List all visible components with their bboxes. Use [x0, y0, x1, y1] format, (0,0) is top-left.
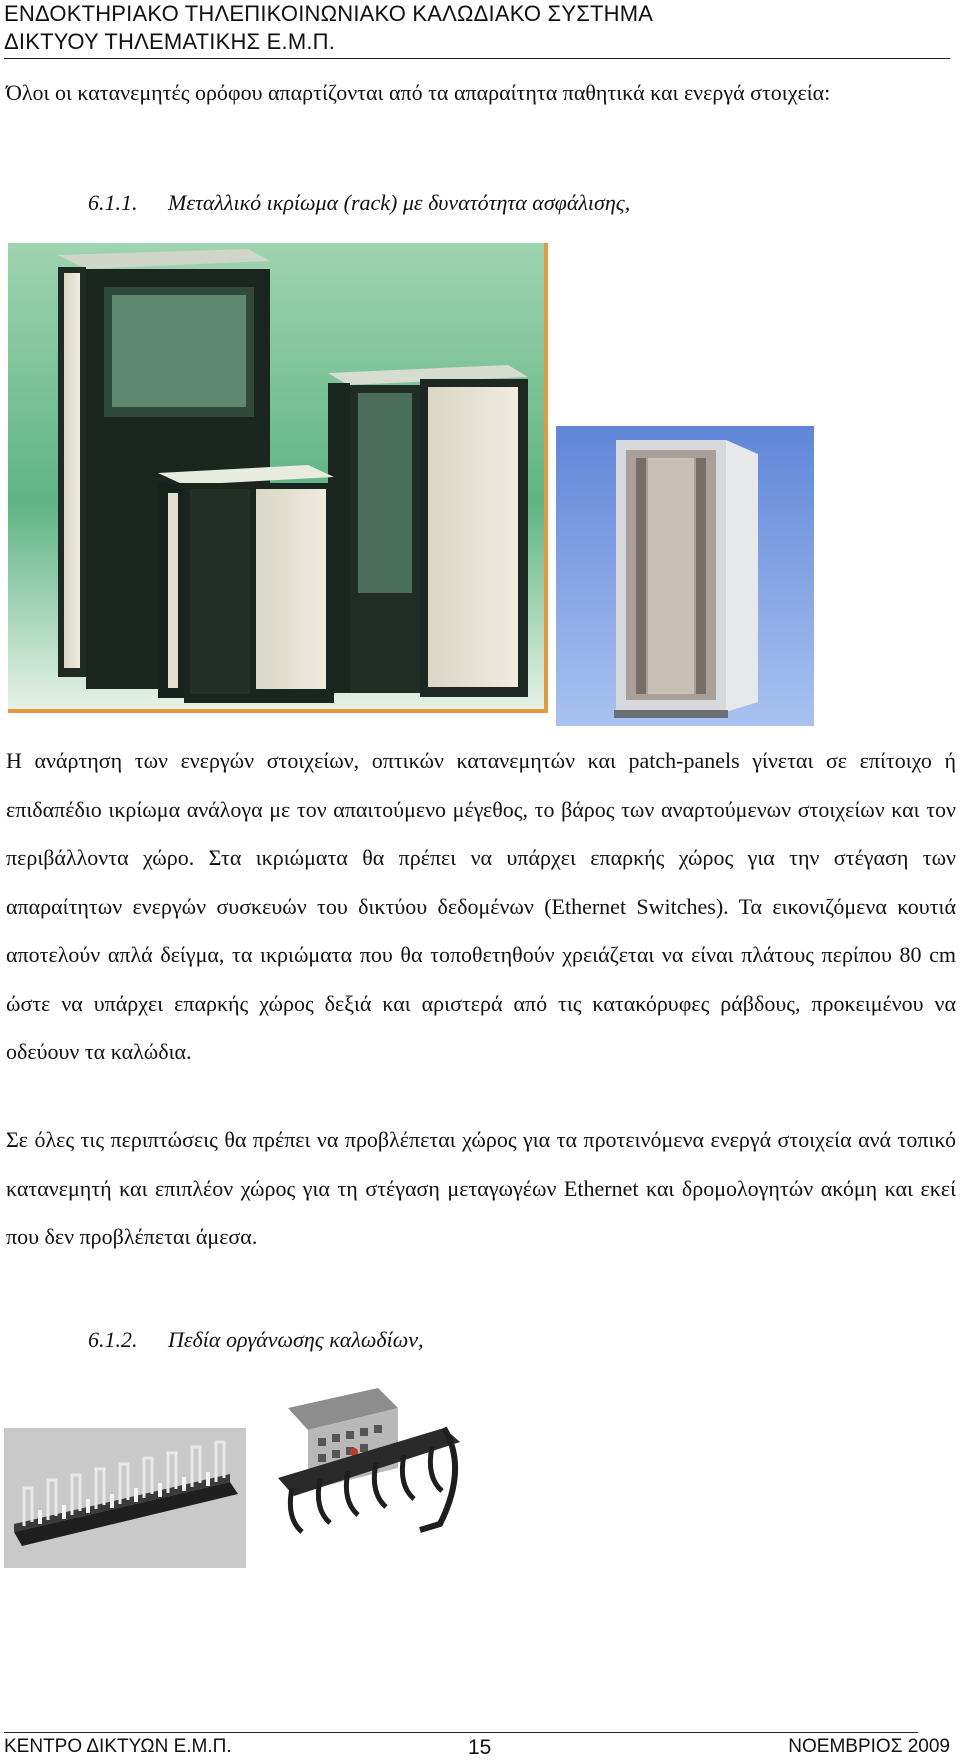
section-number: 6.1.2.	[88, 1327, 138, 1352]
section-title: Πεδία οργάνωσης καλωδίων,	[168, 1327, 424, 1352]
header-title-line1: ΕΝΔΟΚΤΗΡΙΑΚΟ ΤΗΛΕΠΙΚΟΙΝΩΝΙΑΚΟ ΚΑΛΩΔΙΑΚΟ ΣΥΣΤΗΜΑ	[4, 1, 654, 26]
section-number: 6.1.1.	[88, 190, 138, 215]
footer-divider	[4, 1732, 918, 1733]
section-title: Μεταλλικό ικρίωμα (rack) με δυνατότητα ασφάλισης,	[168, 190, 631, 215]
header-title-line2: ΔΙΚΤΥΟΥ ΤΗΛΕΜΑΤΙΚΗΣ Ε.Μ.Π.	[4, 29, 336, 54]
intro-paragraph: Όλοι οι κατανεμητές ορόφου απαρτίζονται από τα απαραίτητα παθητικά και ενεργά στοιχεία:	[6, 80, 831, 105]
paragraph-space-provision: Σε όλες τις περιπτώσεις θα πρέπει να προβλέπεται χώρος για τα προτεινόμενα ενεργά στοιχεία ανά τοπικό κατανεμητή και επιπλέον χώρος για τη στέγαση μεταγωγέων Ethernet και δρομολογητών ακόμη και εκεί που δεν προβλέπεται άμεσα.	[6, 1127, 956, 1249]
cable-organizer-photo-1	[4, 1428, 246, 1568]
section-heading-6-1-1	[88, 188, 630, 218]
section-heading-6-1-2	[88, 1325, 424, 1355]
page-number: 15	[468, 1736, 492, 1759]
paragraph-rack-description: Η ανάρτηση των ενεργών στοιχείων, οπτικών κατανεμητών και patch-panels γίνεται σε επίτοιχο ή επιδαπέδιο ικρίωμα ανάλογα με τον απαιτούμενο μέγεθος, το βάρος των αναρτούμενων στοιχείων και τον περιβάλλοντα χώρο. Στα ικριώματα θα πρέπει να υπάρχει επαρκής χώρος για την στέγαση των απαραίτητων ενεργών συσκευών του δικτύου δεδομένων (Ethernet Switches). Τα εικονιζόμενα κουτιά αποτελούν απλά δείγμα, τα ικριώματα που θα τοποθετηθούν χρειάζεται να είναι πλάτους περίπου 80 cm ώστε να υπάρχει επαρκής χώρος δεξιά και αριστερά από τις κατακόρυφες ράβδους, προκειμένου να οδεύουν τα καλώδια.	[6, 748, 956, 1064]
white-rack-photo	[556, 426, 814, 726]
page-footer	[4, 1736, 950, 1758]
page-header	[4, 0, 950, 59]
footer-organization: ΚΕΝΤΡΟ ΔΙΚΤΥΩΝ Ε.Μ.Π.	[4, 1736, 232, 1757]
footer-date: ΝΟΕΜΒΡΙΟΣ 2009	[788, 1736, 950, 1757]
cable-organizer-photo-2	[248, 1378, 478, 1570]
rack-cabinets-photo	[8, 243, 548, 713]
